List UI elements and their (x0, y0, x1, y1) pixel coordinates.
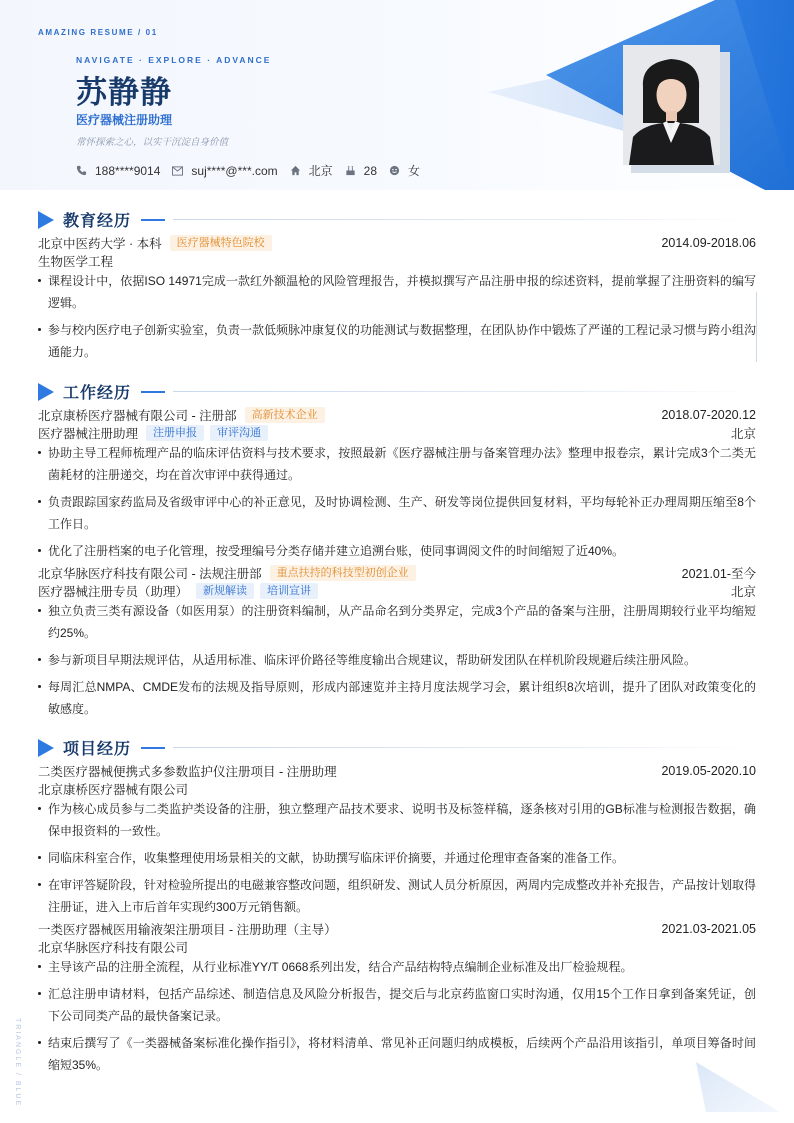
company-name: 北京康桥医疗器械有限公司 - 注册部 (38, 409, 237, 423)
school-name: 北京中医药大学 · 本科 (38, 237, 162, 251)
company-badge: 高新技术企业 (245, 407, 325, 423)
work-2-header (38, 564, 756, 582)
work-city: 北京 (730, 427, 756, 441)
list-item: 负责跟踪国家药监局及省级审评中心的补正意见，及时协调检测、生产、研发等岗位提供回复材料，平均每轮补正办理周期压缩至8个工作日。 (38, 491, 756, 535)
education-bullets (38, 270, 756, 368)
company-name: 北京华脉医疗科技有限公司 - 法规注册部 (38, 567, 262, 581)
home-icon (290, 165, 301, 176)
role-title: 医疗器械注册专员（助理） (38, 585, 189, 599)
contact-info (76, 162, 432, 179)
project-1-company-row (38, 780, 756, 798)
title-divider (173, 219, 756, 220)
project-2-header (38, 920, 756, 938)
triangle-bullet-icon (38, 211, 54, 229)
list-item: 独立负责三类有源设备（如医用泵）的注册资料编制，从产品命名到分类界定，完成3个产品的备案与注册，注册周期较行业平均缩短约25%。 (38, 600, 756, 644)
work-city: 北京 (730, 585, 756, 599)
city-value: 北京 (308, 164, 333, 178)
phone-value: 188****9014 (95, 163, 161, 178)
email-item (172, 164, 277, 178)
work-date: 2018.07-2020.12 (661, 408, 756, 422)
list-item: 优化了注册档案的电子化管理，按受理编号分类存储并建立追溯台账，使同事调阅文件的时间缩短了近40%。 (38, 540, 756, 562)
cake-icon (345, 165, 356, 176)
sub-tag: NAVIGATE · EXPLORE · ADVANCE (76, 55, 272, 65)
candidate-name: 苏静静 (76, 75, 172, 110)
section-education (38, 208, 756, 231)
age-item (345, 164, 377, 178)
list-item: 协助主导工程师梳理产品的临床评估资料与技术要求，按照最新《医疗器械注册与备案管理办法》整理申报卷宗，累计完成3个二类无菌耗材的注册递交，均在首次审评中获得通过。 (38, 442, 756, 486)
section-work (38, 380, 756, 403)
side-watermark: TRIANGLE / BLUE (14, 1018, 21, 1108)
top-tag: AMAZING RESUME / 01 (38, 28, 158, 37)
phone-icon (76, 165, 87, 176)
list-item: 在审评答疑阶段，针对检验所提出的电磁兼容整改问题，组织研发、测试人员分析原因，两周内完成整改并补充报告，产品按计划取得注册证，进入上市后首年实现约300万元销售额。 (38, 874, 756, 918)
triangle-bullet-icon (38, 383, 54, 401)
gender-value: 女 (408, 164, 421, 178)
project-company: 北京康桥医疗器械有限公司 (38, 783, 189, 797)
project-title: 二类医疗器械便携式多参数监护仪注册项目 - 注册助理 (38, 765, 337, 779)
project-1-bullets (38, 798, 756, 923)
work-1-role-row (38, 424, 756, 442)
decorative-rule (756, 292, 757, 362)
skill-tag: 审评沟通 (210, 425, 268, 441)
education-header (38, 234, 756, 252)
list-item: 课程设计中，依据ISO 14971完成一款红外额温枪的风险管理报告，并模拟撰写产品注册申报的综述资料，提前掌握了注册资料的编写逻辑。 (38, 270, 756, 314)
project-date: 2021.03-2021.05 (661, 922, 756, 936)
project-company: 北京华脉医疗科技有限公司 (38, 941, 189, 955)
company-badge: 重点扶持的科技型初创企业 (270, 565, 416, 581)
section-title: 工作经历 (63, 385, 132, 402)
work-date: 2021.01-至今 (681, 567, 756, 581)
school-badge: 医疗器械特色院校 (170, 235, 272, 251)
project-2-bullets (38, 956, 756, 1081)
education-date: 2014.09-2018.06 (661, 236, 756, 250)
section-title: 教育经历 (63, 213, 132, 230)
work-2-role-row (38, 582, 756, 600)
title-divider (173, 747, 756, 748)
work-2-bullets (38, 600, 756, 725)
profile-photo (623, 45, 720, 165)
project-title: 一类医疗器械医用输液架注册项目 - 注册助理（主导） (38, 923, 337, 937)
job-title: 医疗器械注册助理 (76, 113, 173, 127)
email-value: suj****@***.com (191, 163, 278, 178)
list-item: 参与新项目早期法规评估，从适用标准、临床评价路径等维度输出合规建议，帮助研发团队在样机阶段规避后续注册风险。 (38, 649, 756, 671)
title-dash (141, 747, 165, 749)
section-title: 项目经历 (63, 741, 132, 758)
work-1-bullets (38, 442, 756, 567)
list-item: 主导该产品的注册全流程，从行业标准YY/T 0668系列出发，结合产品结构特点编制企业标准及出厂检验规程。 (38, 956, 756, 978)
phone-item (76, 164, 160, 178)
title-dash (141, 391, 165, 393)
major: 生物医学工程 (38, 255, 114, 269)
title-dash (141, 219, 165, 221)
list-item: 同临床科室合作，收集整理使用场景相关的文献，协助撰写临床评价摘要，并通过伦理审查备案的准备工作。 (38, 847, 756, 869)
list-item: 汇总注册申请材料，包括产品综述、制造信息及风险分析报告，提交后与北京药监窗口实时沟通，仅用15个工作日拿到备案凭证，创下公司同类产品的最快备案记录。 (38, 983, 756, 1027)
gender-item (389, 162, 420, 179)
list-item: 每周汇总NMPA、CMDE发布的法规及指导原则，形成内部速览并主持月度法规学习会，累计组织8次培训，提升了团队对政策变化的敏感度。 (38, 676, 756, 720)
list-item: 参与校内医疗电子创新实验室，负责一款低频脉冲康复仪的功能测试与数据整理，在团队协作中锻炼了严谨的工程记录习惯与跨小组沟通能力。 (38, 319, 756, 363)
triangle-bullet-icon (38, 739, 54, 757)
mail-icon (172, 166, 183, 176)
motto: 常怀探索之心，以实干沉淀自身价值 (76, 137, 229, 148)
project-1-header (38, 762, 756, 780)
skill-tag: 新规解读 (196, 583, 254, 599)
skill-tag: 培训宣讲 (260, 583, 318, 599)
project-date: 2019.05-2020.10 (661, 764, 756, 778)
portrait-image (623, 45, 720, 165)
age-value: 28 (363, 163, 377, 178)
city-item (290, 162, 333, 179)
footer-triangle-decoration (690, 1060, 794, 1123)
project-2-company-row (38, 938, 756, 956)
section-project (38, 736, 756, 759)
skill-tag: 注册申报 (146, 425, 204, 441)
smiley-icon (389, 165, 400, 176)
education-major-row (38, 252, 756, 270)
title-divider (173, 391, 756, 392)
work-1-header (38, 406, 756, 424)
role-title: 医疗器械注册助理 (38, 427, 139, 441)
resume-header (0, 0, 794, 190)
list-item: 结束后撰写了《一类器械备案标准化操作指引》，将材料清单、常见补正问题归纳成模板，后续两个产品沿用该指引，单项目筹备时间缩短35%。 (38, 1032, 756, 1076)
list-item: 作为核心成员参与二类监护类设备的注册，独立整理产品技术要求、说明书及标签样稿，逐条核对引用的GB标准与检测报告数据，确保申报资料的一致性。 (38, 798, 756, 842)
